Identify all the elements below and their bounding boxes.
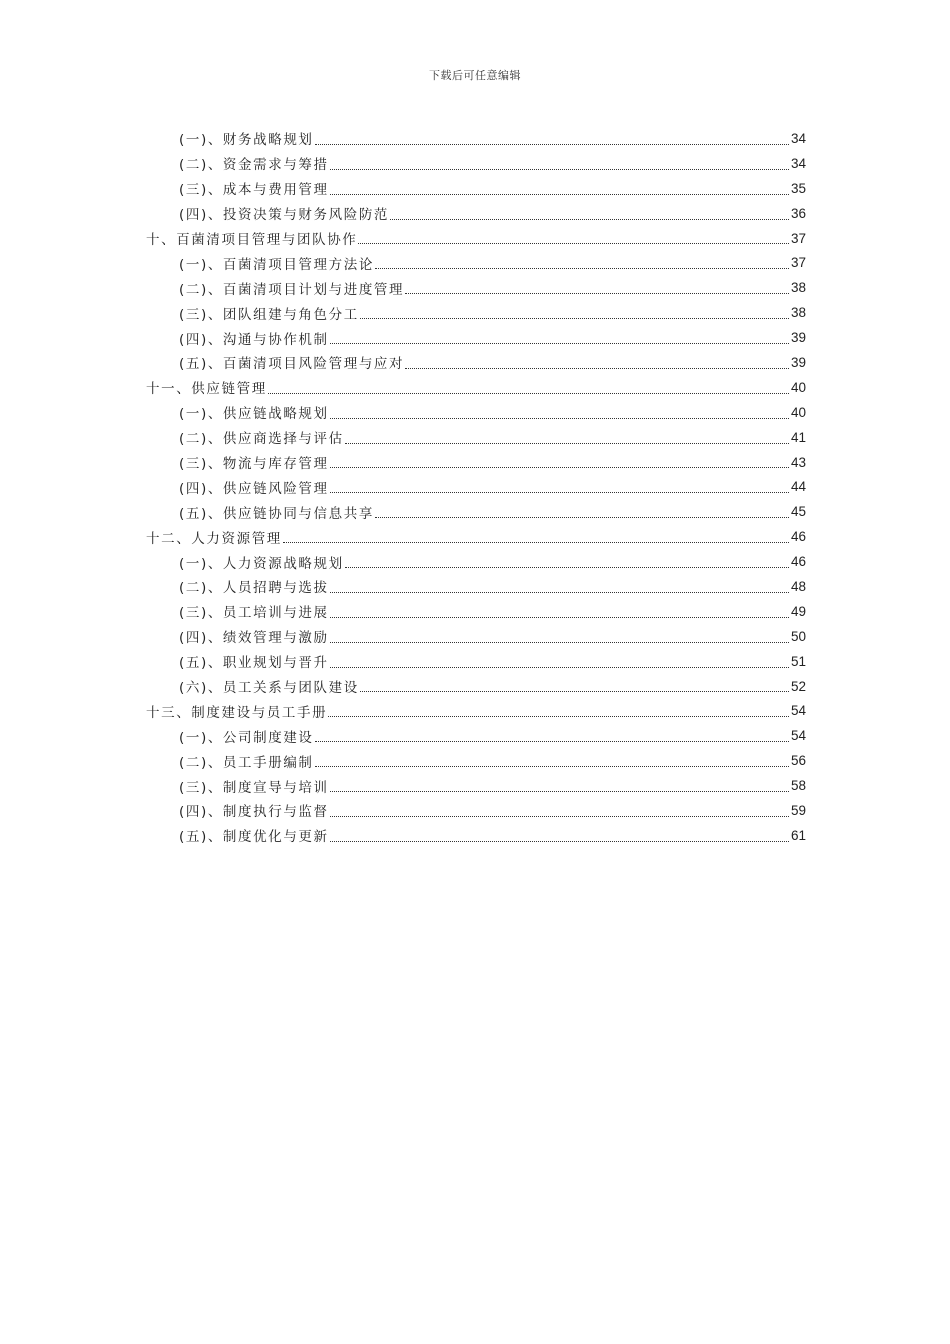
toc-page-number: 39 xyxy=(790,330,806,346)
toc-dot-leader xyxy=(330,823,789,848)
toc-chapter-entry[interactable] xyxy=(146,226,806,251)
toc-section-entry[interactable] xyxy=(146,549,806,574)
toc-section-entry[interactable] xyxy=(146,674,806,699)
toc-entry-title: (三)、成本与费用管理 xyxy=(179,182,329,199)
toc-entry-title: (二)、资金需求与筹措 xyxy=(179,157,329,174)
toc-section-entry[interactable] xyxy=(146,798,806,823)
toc-dot-leader xyxy=(315,126,789,151)
toc-page-number: 49 xyxy=(790,603,806,619)
toc-page-number: 43 xyxy=(790,454,806,470)
toc-dot-leader xyxy=(345,425,789,450)
toc-dot-leader xyxy=(330,574,789,599)
toc-dot-leader xyxy=(360,674,789,699)
toc-chapter-entry[interactable] xyxy=(146,524,806,549)
toc-page-number: 54 xyxy=(790,703,806,719)
toc-dot-leader xyxy=(330,599,789,624)
toc-section-entry[interactable] xyxy=(146,624,806,649)
toc-section-entry[interactable] xyxy=(146,474,806,499)
toc-entry-title: (五)、制度优化与更新 xyxy=(179,829,329,846)
toc-entry-title: (五)、供应链协同与信息共享 xyxy=(179,505,374,522)
toc-entry-title: (四)、沟通与协作机制 xyxy=(179,331,329,348)
toc-page-number: 44 xyxy=(790,479,806,495)
toc-entry-title: (五)、百菌清项目风险管理与应对 xyxy=(179,356,405,373)
toc-entry-title: (三)、制度宣导与培训 xyxy=(179,779,329,796)
toc-entry-title: (四)、制度执行与监督 xyxy=(179,804,329,821)
toc-dot-leader xyxy=(330,450,789,475)
toc-section-entry[interactable] xyxy=(146,300,806,325)
toc-dot-leader xyxy=(330,176,789,201)
toc-section-entry[interactable] xyxy=(146,823,806,848)
toc-section-entry[interactable] xyxy=(146,400,806,425)
toc-entry-title: (一)、财务战略规划 xyxy=(179,132,314,149)
toc-section-entry[interactable] xyxy=(146,723,806,748)
toc-page-number: 52 xyxy=(790,678,806,694)
toc-page-number: 34 xyxy=(790,130,806,146)
toc-page-number: 50 xyxy=(790,628,806,644)
toc-dot-leader xyxy=(405,350,789,375)
toc-section-entry[interactable] xyxy=(146,773,806,798)
toc-page-number: 40 xyxy=(790,404,806,420)
toc-dot-leader xyxy=(375,250,789,275)
toc-chapter-entry[interactable] xyxy=(146,375,806,400)
toc-entry-title: (四)、绩效管理与激励 xyxy=(179,630,329,647)
toc-page-number: 61 xyxy=(790,827,806,843)
toc-dot-leader xyxy=(268,375,789,400)
toc-entry-title: (二)、人员招聘与选拔 xyxy=(179,580,329,597)
toc-dot-leader xyxy=(330,325,789,350)
toc-section-entry[interactable] xyxy=(146,350,806,375)
toc-section-entry[interactable] xyxy=(146,126,806,151)
toc-entry-title: (二)、员工手册编制 xyxy=(179,754,314,771)
toc-dot-leader xyxy=(375,499,789,524)
toc-page-number: 39 xyxy=(790,354,806,370)
toc-entry-title: (二)、百菌清项目计划与进度管理 xyxy=(179,281,405,298)
toc-page-number: 58 xyxy=(790,778,806,794)
toc-entry-title: 十二、人力资源管理 xyxy=(146,530,282,547)
toc-page-number: 45 xyxy=(790,504,806,520)
toc-page-number: 46 xyxy=(790,554,806,570)
toc-section-entry[interactable] xyxy=(146,275,806,300)
toc-section-entry[interactable] xyxy=(146,250,806,275)
toc-dot-leader xyxy=(330,649,789,674)
toc-page-number: 56 xyxy=(790,753,806,769)
toc-entry-title: 十、百菌清项目管理与团队协作 xyxy=(146,232,358,248)
toc-entry-title: (一)、百菌清项目管理方法论 xyxy=(179,256,374,273)
toc-page-number: 54 xyxy=(790,728,806,744)
toc-dot-leader xyxy=(330,400,789,425)
toc-page-number: 34 xyxy=(790,155,806,171)
toc-entry-title: (五)、职业规划与晋升 xyxy=(179,655,329,672)
toc-page-number: 59 xyxy=(790,802,806,818)
toc-page-number: 46 xyxy=(790,529,806,545)
toc-entry-title: (一)、人力资源战略规划 xyxy=(179,555,344,572)
toc-dot-leader xyxy=(390,201,789,226)
table-of-contents xyxy=(146,126,806,848)
toc-dot-leader xyxy=(345,549,789,574)
toc-section-entry[interactable] xyxy=(146,649,806,674)
toc-entry-title: (三)、团队组建与角色分工 xyxy=(179,306,359,323)
toc-section-entry[interactable] xyxy=(146,151,806,176)
toc-entry-title: (四)、投资决策与财务风险防范 xyxy=(179,207,390,224)
toc-dot-leader xyxy=(358,226,789,251)
toc-dot-leader xyxy=(315,723,789,748)
toc-page-number: 41 xyxy=(790,429,806,445)
toc-dot-leader xyxy=(330,151,789,176)
toc-page-number: 38 xyxy=(790,305,806,321)
toc-dot-leader xyxy=(330,773,789,798)
toc-page-number: 38 xyxy=(790,280,806,296)
toc-section-entry[interactable] xyxy=(146,574,806,599)
toc-section-entry[interactable] xyxy=(146,425,806,450)
toc-entry-title: (六)、员工关系与团队建设 xyxy=(179,680,359,697)
toc-page-number: 48 xyxy=(790,578,806,594)
page-header: 下载后可任意编辑 xyxy=(429,69,521,82)
toc-page-number: 40 xyxy=(790,379,806,395)
toc-section-entry[interactable] xyxy=(146,748,806,773)
toc-page-number: 51 xyxy=(790,653,806,669)
toc-entry-title: (三)、员工培训与进展 xyxy=(179,605,329,622)
toc-entry-title: 十三、制度建设与员工手册 xyxy=(146,704,328,721)
toc-entry-title: 十一、供应链管理 xyxy=(146,381,267,398)
toc-section-entry[interactable] xyxy=(146,176,806,201)
toc-section-entry[interactable] xyxy=(146,499,806,524)
toc-section-entry[interactable] xyxy=(146,325,806,350)
toc-dot-leader xyxy=(330,798,789,823)
toc-section-entry[interactable] xyxy=(146,201,806,226)
toc-entry-title: (二)、供应商选择与评估 xyxy=(179,431,344,448)
toc-entry-title: (三)、物流与库存管理 xyxy=(179,456,329,473)
toc-page-number: 35 xyxy=(790,180,806,196)
toc-dot-leader xyxy=(283,524,789,549)
toc-page-number: 37 xyxy=(790,255,806,271)
toc-section-entry[interactable] xyxy=(146,450,806,475)
toc-section-entry[interactable] xyxy=(146,599,806,624)
toc-dot-leader xyxy=(405,275,789,300)
toc-dot-leader xyxy=(328,698,789,723)
toc-dot-leader xyxy=(315,748,789,773)
toc-page-number: 37 xyxy=(790,230,806,246)
toc-entry-title: (一)、供应链战略规划 xyxy=(179,406,329,423)
toc-dot-leader xyxy=(330,474,789,499)
toc-dot-leader xyxy=(330,624,789,649)
toc-entry-title: (一)、公司制度建设 xyxy=(179,729,314,746)
toc-entry-title: (四)、供应链风险管理 xyxy=(179,480,329,497)
toc-chapter-entry[interactable] xyxy=(146,698,806,723)
toc-page-number: 36 xyxy=(790,205,806,221)
toc-dot-leader xyxy=(360,300,789,325)
